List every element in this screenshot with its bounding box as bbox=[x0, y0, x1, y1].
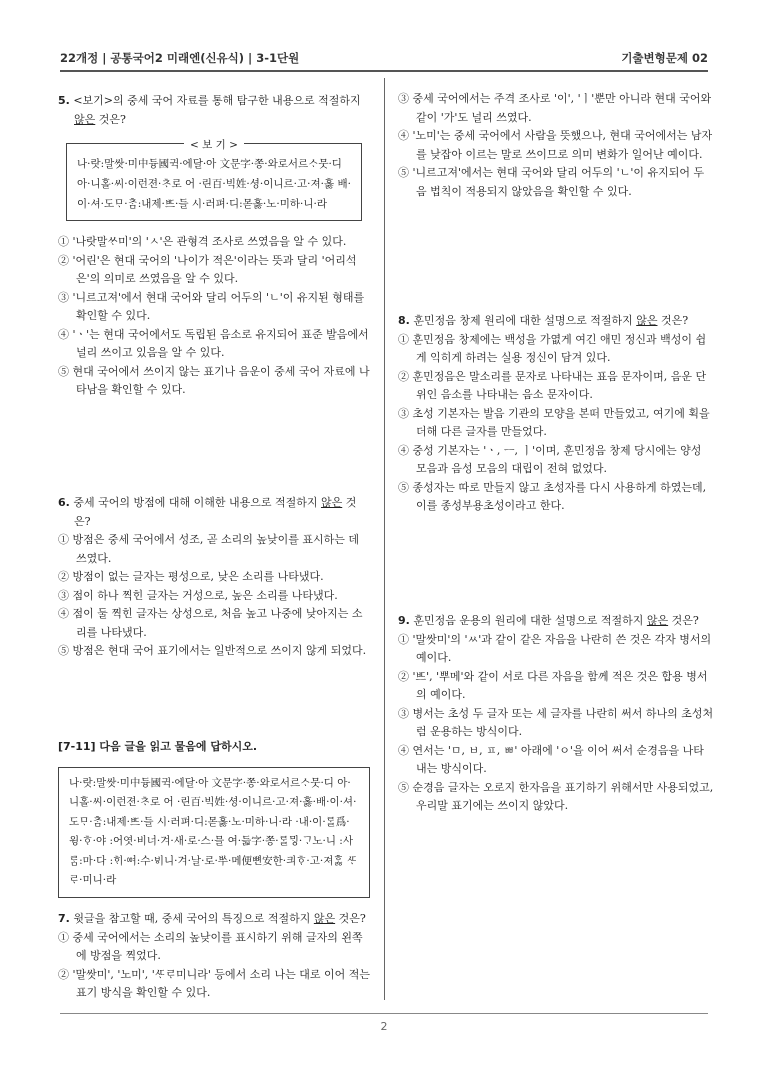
q6-option-2[interactable]: ② 방점이 없는 글자는 평성으로, 낮은 소리를 나타냈다. bbox=[58, 570, 324, 583]
question-9 bbox=[398, 612, 714, 816]
q9-option-5[interactable]: ⑤ 순경음 글자는 오로지 한자음을 표기하기 위해서만 사용되었고, 우리말 표기에는 쓰이지 않았다. bbox=[398, 780, 714, 812]
q7-option-5[interactable]: ⑤ '니르고져'에서는 현대 국어와 달리 어두의 'ㄴ'이 유지되어 두음 법칙이 적용되지 않았음을 확인할 수 있다. bbox=[398, 166, 705, 198]
bogi-title: < 보 기 > bbox=[184, 139, 244, 151]
question-8-stem: 8. 훈민정음 창제 원리에 대한 설명으로 적절하지 않은 것은? bbox=[398, 314, 689, 327]
footer-rule bbox=[60, 1013, 708, 1014]
passage-box bbox=[58, 767, 370, 898]
page-header bbox=[60, 48, 708, 68]
passage-section bbox=[58, 738, 370, 898]
q5-option-5[interactable]: ⑤ 현대 국어에서 쓰이지 않는 표기나 음운이 중세 국어 자료에 나타남을 확인할 수 있다. bbox=[58, 364, 370, 396]
page-number: 2 bbox=[380, 1020, 388, 1033]
q7-option-4[interactable]: ④ '노미'는 중세 국어에서 사람을 뜻했으나, 현대 국어에서는 남자를 낮잡아 이르는 말로 쓰이므로 의미 변화가 일어난 예이다. bbox=[398, 129, 713, 161]
q8-option-2[interactable]: ② 훈민정음은 말소리를 문자로 나타내는 표음 문자이며, 음운 단위인 음소를 나타내는 음소 문자이다. bbox=[398, 369, 707, 401]
column-divider bbox=[384, 78, 385, 1000]
bogi-box bbox=[66, 139, 362, 221]
q8-option-3[interactable]: ③ 초성 기본자는 발음 기관의 모양을 본떠 만들었고, 여기에 획을 더해 다른 글자를 만들었다. bbox=[398, 406, 710, 438]
q9-option-2[interactable]: ② 'ᄠᅳ', '뿌메'와 같이 서로 다른 자음을 함께 적은 것은 합용 병서의 예이다. bbox=[398, 669, 708, 701]
q9-option-4[interactable]: ④ 연서는 'ㅁ, ㅂ, ㅍ, ㅃ' 아래에 'ㅇ'을 이어 써서 순경음을 나타내는 방식이다. bbox=[398, 743, 704, 775]
question-6-stem: 6. 중세 국어의 방점에 대해 이해한 내용으로 적절하지 않은 것은? bbox=[58, 496, 357, 528]
question-6 bbox=[58, 494, 370, 661]
q8-option-5[interactable]: ⑤ 종성자는 따로 만들지 않고 초성자를 다시 사용하게 하였는데, 이를 종성부용초성이라고 한다. bbox=[398, 480, 707, 512]
passage-text: 나·랏:말쌋·미中듕國귁·에달·아 文문字·쫑·와로서르ᄉᆞ뭇·디 아·니홀·씨·이런젼·ᄎᆞ로 어 ·린百·빅姓·셩·이니르·고·져·홇·배·이·셔·도ᄆᆞ·ᄎᆞᆷ:내제·ᄠᅳ·들 시·러펴·디:몯홇·노·미하·니·라 ·내·이·ᄅᆞᆯ爲·윙·ᄒᆞ·야 :어엿·비너·겨·새·로·스·믈 여·듧字·쫑·ᄅᆞᆯᄆᆡᇰ·ᄀᆞ노·니 :사ᄅᆞᆷ:마·다 :ᄒᆡ·ᅇᅧ:수·ᄫᅵ니·겨·날·로·ᄡᅮ·메便뼌安한·킈ᄒᆞ·고·져ᄒᆞᇙ ᄯᆞᄅᆞ·미니·라 bbox=[69, 776, 358, 886]
q5-option-4[interactable]: ④ 'ㆍ'는 현대 국어에서도 독립된 음소로 유지되어 표준 발음에서 널리 쓰이고 있음을 알 수 있다. bbox=[58, 327, 369, 359]
header-doc-title: 기출변형문제 02 bbox=[621, 51, 708, 65]
question-7-continued bbox=[398, 90, 714, 201]
q7-option-3[interactable]: ③ 중세 국어에서는 주격 조사로 '이', 'ㅣ'뿐만 아니라 현대 국어와 같이 '가'도 널리 쓰였다. bbox=[398, 92, 712, 124]
question-7 bbox=[58, 910, 370, 1003]
question-9-stem: 9. 훈민정음 운용의 원리에 대한 설명으로 적절하지 않은 것은? bbox=[398, 614, 699, 627]
q8-option-1[interactable]: ① 훈민정음 창제에는 백성을 가엾게 여긴 애민 정신과 백성이 쉽게 익히게 하려는 실용 정신이 담겨 있다. bbox=[398, 332, 707, 364]
header-rule bbox=[60, 70, 708, 72]
question-8 bbox=[398, 312, 714, 516]
q6-option-5[interactable]: ⑤ 방점은 현대 국어 표기에서는 일반적으로 쓰이지 않게 되었다. bbox=[58, 644, 367, 657]
question-5-stem: 5. <보기>의 중세 국어 자료를 통해 탐구한 내용으로 적절하지 않은 것은? bbox=[58, 94, 361, 126]
q9-option-3[interactable]: ③ 병서는 초성 두 글자 또는 세 글자를 나란히 써서 하나의 초성처럼 운용하는 방식이다. bbox=[398, 706, 714, 738]
bogi-text: 나·랏:말쌋·미中듕國귁·에달·아 文문字·쫑·와로서르ᄉᆞ뭇·디 아·니홀·씨·이런젼·ᄎᆞ로 어 ·린百·빅姓·셩·이니르·고·져·홇 배·이·셔·도ᄆᆞ·ᄎᆞᆷ:내제·ᄠᅳ·들 시·러펴·디:몯홇·노·미하·니·라 bbox=[77, 158, 351, 210]
question-7-stem: 7. 윗글을 참고할 때, 중세 국어의 특징으로 적절하지 않은 것은? bbox=[58, 912, 366, 925]
q5-option-1[interactable]: ① '나랏말ᄊᆞ미'의 'ㅅ'은 관형격 조사로 쓰였음을 알 수 있다. bbox=[58, 235, 347, 248]
q6-option-3[interactable]: ③ 점이 하나 찍힌 글자는 거성으로, 높은 소리를 나타냈다. bbox=[58, 588, 338, 602]
passage-title: [7-11] 다음 글을 읽고 물음에 답하시오. bbox=[58, 740, 258, 753]
q5-option-3[interactable]: ③ '니르고져'에서 현대 국어와 달리 어두의 'ㄴ'이 유지된 형태를 확인할 수 있다. bbox=[58, 290, 365, 322]
q7-option-2[interactable]: ② '말쌋미', '노미', 'ᄯᆞᄅᆞ미니라' 등에서 소리 나는 대로 이어 적는 표기 방식을 확인할 수 있다. bbox=[58, 967, 371, 999]
q8-option-4[interactable]: ④ 중성 기본자는 'ㆍ, ㅡ, ㅣ'이며, 훈민정음 창제 당시에는 양성 모음과 음성 모음의 대립이 전혀 없었다. bbox=[398, 443, 702, 475]
question-5 bbox=[58, 92, 370, 400]
q6-option-1[interactable]: ① 방점은 중세 국어에서 성조, 곧 소리의 높낮이를 표시하는 데 쓰였다. bbox=[58, 533, 359, 565]
header-course-info: 22개정 | 공통국어2 미래엔(신유식) | 3-1단원 bbox=[60, 51, 300, 65]
q5-option-2[interactable]: ② '어린'은 현대 국어의 '나이가 적은'이라는 뜻과 달리 '어리석은'의 의미로 쓰였음을 알 수 있다. bbox=[58, 253, 357, 285]
q9-option-1[interactable]: ① '말쌋미'의 'ㅆ'과 같이 같은 자음을 나란히 쓴 것은 각자 병서의 예이다. bbox=[398, 632, 712, 664]
q7-option-1[interactable]: ① 중세 국어에서는 소리의 높낮이를 표시하기 위해 글자의 왼쪽에 방점을 찍었다. bbox=[58, 930, 363, 962]
q6-option-4[interactable]: ④ 점이 둘 찍힌 글자는 상성으로, 처음 높고 나중에 낮아지는 소리를 나타냈다. bbox=[58, 607, 363, 639]
